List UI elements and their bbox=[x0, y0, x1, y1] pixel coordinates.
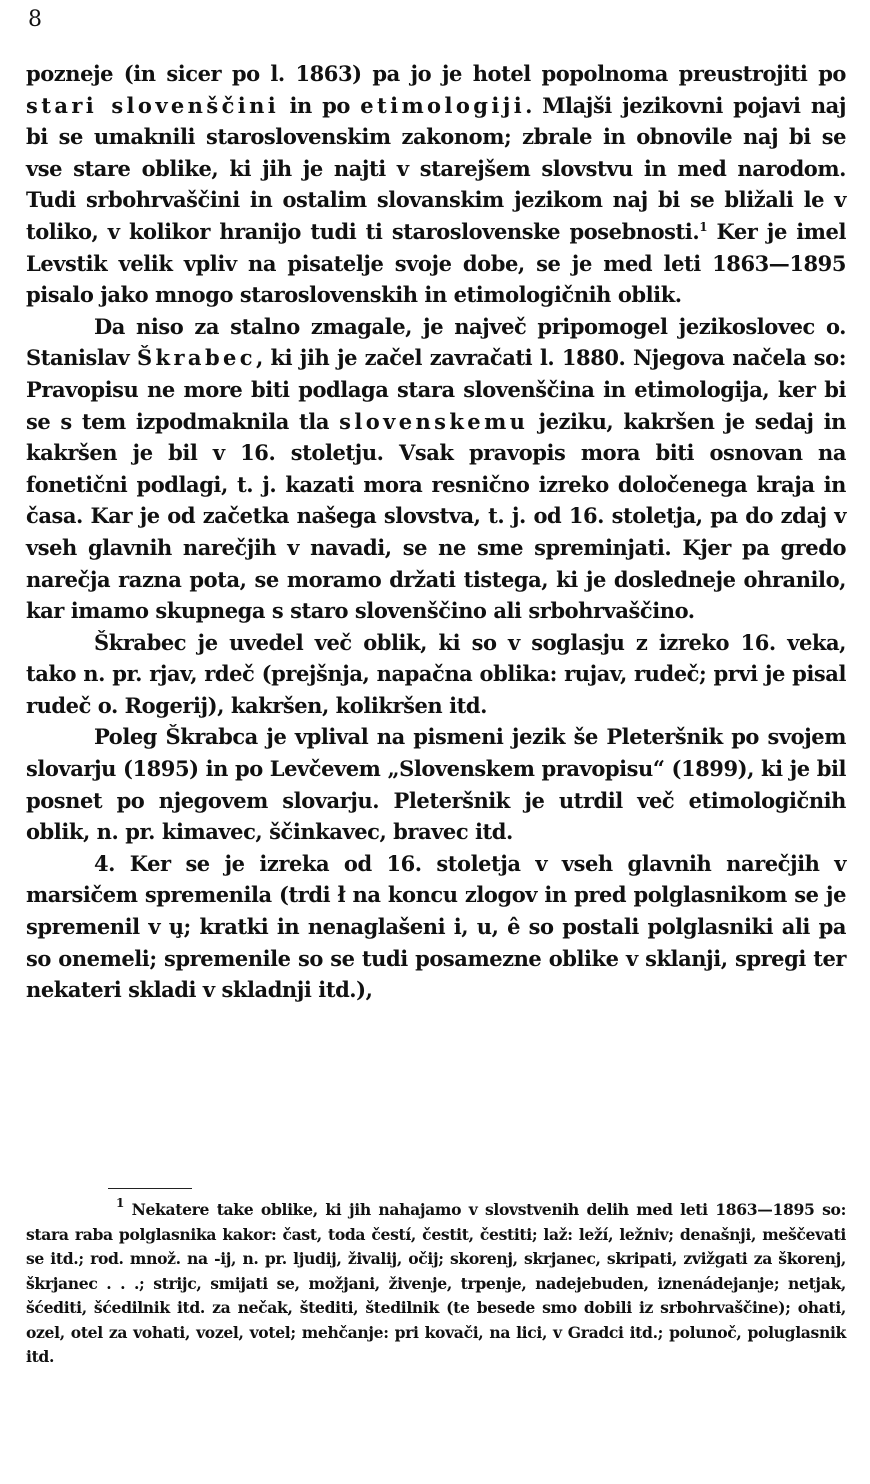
paragraph bbox=[26, 848, 846, 1006]
footnote-text: Nekatere take oblike, ki jih nahajamo v slovstvenih delih med leti 1863—1895 so: stara raba polglasnika kakor: čast, toda čestí, čestit, čestiti; laž: leží, ležniv; denašnji, meščevati se itd.; rod. množ. na -ij, n. pr. ljudij, živalij, očij; skorenj, skrjanec, skripati, zvižgati za škorenj, škrjanec . . .; strijc, smijati se, možjani, živenje, trpenje, nadejebuden, iznenádejanje; netjak, šćediti, šćedilnik itd. za nečak, štediti, štedilnik (te besede smo dobili iz srbohrvaščine); ohati, ozel, otel za vohati, vozel, votel; mehčanje: pri kovači, na lici, v Gradci itd.; polunoč, poluglasnik itd. bbox=[26, 1200, 846, 1366]
text-run: 4. Ker se je izreka od 16. stoletja v vseh glavnih narečjih v marsičem spremenila (trdi ł na koncu zlogov in pred polglasnikom se je spremenil v u̧; kratki in nenaglašeni bbox=[26, 850, 846, 940]
spaced-emphasis: stari slovenščini bbox=[26, 92, 280, 118]
text-run: ê so postali polglasniki ali pa so onemeli; spremenile so se tudi posamezne oblike v sklanji, spregi ter nekateri skladi v skladnji itd.), bbox=[26, 914, 846, 1003]
paragraph bbox=[26, 721, 846, 847]
page-number: 8 bbox=[28, 7, 42, 32]
paragraph bbox=[26, 627, 846, 722]
spaced-emphasis: slovenskemu bbox=[339, 408, 529, 434]
spaced-emphasis: Škrabec bbox=[136, 345, 256, 371]
text-run: Poleg Škrabca je vplival na pismeni jezik še Pleteršnik po svojem slovarju (1895) in po Levčevem „Slovenskem pravopisu“ (1899), ki je bil posnet po njegovem slovarju. Pleteršnik je utrdil več etimologičnih oblik, n. pr. kimavec, ščinkavec, bravec itd. bbox=[26, 724, 846, 845]
text-run: in po bbox=[279, 92, 361, 118]
text-run: , ki jih je začel zavračati l. 1880. Njegova načela so: Pravopisu ne more biti podlaga stara slovenščina in etimologija, ker bi se s tem izpodmaknila tla bbox=[26, 345, 847, 434]
spaced-emphasis: etimologiji bbox=[360, 92, 526, 118]
text-run: Da niso za stalno zmagale, je največ pripomogel jezikoslovec o. Stanislav bbox=[26, 313, 846, 371]
text-run: . Mlajši jezikovni pojavi naj bi se umaknili staroslovenskim zakonom; zbrale in obnovile naj bi se vse stare oblike, ki jih je najti v starejšem slovstvu in med narodom. Tudi srbohrvaščini in ostalim slovanskim jezikom naj bi se bližali le v toliko, v kolikor hranijo tudi ti staroslovenske posebnosti. bbox=[26, 92, 846, 244]
text-run: Škrabec je uvedel več oblik, ki so v soglasju z izreko 16. veka, tako n. pr. rjav, rdeč (prejšnja, napačna oblika: rujav, rudeč; prvi je pisal rudeč o. Rogerij), kakršen, kolikršen itd. bbox=[26, 629, 846, 718]
footnote bbox=[26, 1198, 846, 1370]
footnote-divider bbox=[108, 1188, 192, 1189]
footnote-marker: 1 bbox=[116, 1196, 124, 1210]
bold-text: i, u, bbox=[453, 914, 499, 940]
text-run: jeziku, kakršen je sedaj in kakršen je bil v 16. stoletju. Vsak pravopis mora biti osnovan na fonetični podlagi, t. j. kazati mora resnično izreko določenega kraja in časa. Kar je od začetka našega slovstva, t. j. od 16. stoletja, pa do zdaj v vseh glavnih narečjih v navadi, se ne sme spreminjati. Kjer pa gredo narečja razna pota, se moramo držati tistega, ki je dosledneje ohranilo, kar imamo skupnega s staro slovenščino ali srbohrvaščino. bbox=[26, 408, 846, 624]
footnote-reference: 1 bbox=[699, 219, 708, 234]
body-text bbox=[26, 58, 846, 1006]
paragraph bbox=[26, 58, 846, 311]
text-run: Ker je imel Levstik velik vpliv na pisatelje svoje dobe, se je med leti 1863—1895 pisalo jako mnogo staroslovenskih in etimologičnih oblik. bbox=[26, 218, 846, 308]
paragraph bbox=[26, 311, 846, 627]
text-run: pozneje (in sicer po l. 1863) pa jo je hotel popolnoma preustrojiti po bbox=[26, 61, 846, 86]
